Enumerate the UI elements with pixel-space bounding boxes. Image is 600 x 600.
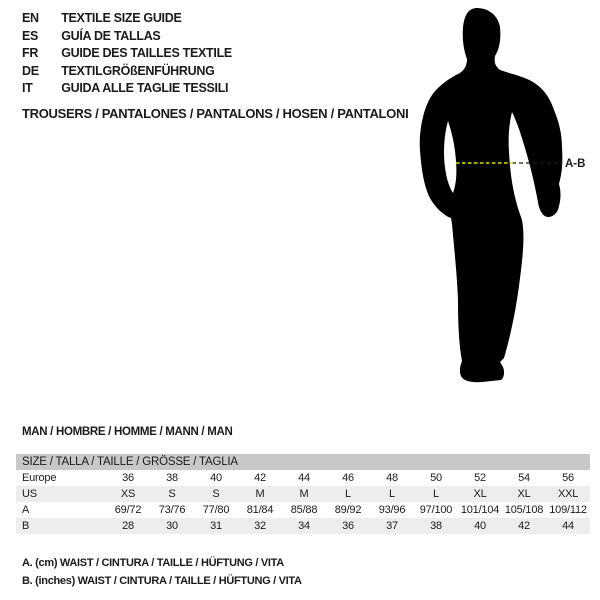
size-table [16, 454, 590, 534]
row-label: Europe [22, 472, 57, 484]
cell: L [433, 488, 439, 500]
man-silhouette [420, 8, 563, 382]
cell: S [212, 488, 220, 500]
size-table-header-row [16, 454, 590, 470]
language-label: GUIDE DES TAILLES TEXTILE [61, 46, 232, 61]
table-row-europe [16, 470, 590, 486]
language-code: FR [22, 46, 39, 61]
cell: 34 [298, 520, 310, 532]
table-row-a-cm [16, 502, 590, 518]
cell: 36 [342, 520, 354, 532]
cell: 28 [122, 520, 134, 532]
cell: 37 [386, 520, 398, 532]
category-title: TROUSERS / PANTALONES / PANTALONS / HOSEN / PANTALONI [22, 106, 409, 121]
cell: 109/112 [549, 504, 587, 516]
cell: XL [473, 488, 487, 500]
cell: 32 [254, 520, 266, 532]
language-label: TEXTILGRÖßENFÜHRUNG [61, 63, 215, 78]
cell: 81/84 [246, 504, 274, 516]
cell: M [299, 488, 309, 500]
cell: 42 [518, 520, 530, 532]
cell: S [168, 488, 176, 500]
cell: 48 [386, 472, 398, 484]
cell: 105/108 [504, 504, 544, 516]
footnotes [22, 555, 302, 590]
table-row-b-inches [16, 518, 590, 534]
row-label: B [22, 520, 30, 532]
cell: 44 [298, 472, 310, 484]
cell: 50 [430, 472, 442, 484]
cell: L [345, 488, 351, 500]
cell: 54 [518, 472, 530, 484]
cell: 30 [166, 520, 178, 532]
language-code: IT [22, 81, 33, 96]
cell: 69/72 [114, 504, 142, 516]
cell: 73/76 [158, 504, 186, 516]
cell: XL [517, 488, 531, 500]
language-code: EN [22, 11, 39, 25]
cell: 44 [562, 520, 574, 532]
footnote-a: A. (cm) WAIST / CINTURA / TAILLE / HÜFTUNG / VITA [22, 557, 284, 569]
language-label: GUIDA ALLE TAGLIE TESSILI [61, 81, 229, 96]
cell: 77/80 [202, 504, 230, 516]
cell: 40 [210, 472, 222, 484]
cell: 89/92 [334, 504, 362, 516]
cell: 31 [210, 520, 222, 532]
row-label: US [22, 488, 37, 500]
cell: 101/104 [460, 504, 500, 516]
cell: 38 [430, 520, 442, 532]
language-label: GUÍA DE TALLAS [61, 28, 161, 43]
cell: M [255, 488, 265, 500]
size-table-header: SIZE / TALLA / TAILLE / GRÖSSE / TAGLIA [16, 454, 590, 470]
cell: 36 [122, 472, 134, 484]
cell: XXL [557, 488, 579, 500]
cell: 56 [562, 472, 574, 484]
cell: 42 [254, 472, 266, 484]
waist-measure-label: A-B [565, 158, 586, 170]
row-label: A [22, 504, 30, 516]
cell: 85/88 [290, 504, 318, 516]
language-label: TEXTILE SIZE GUIDE [61, 11, 182, 25]
language-code: ES [22, 28, 39, 43]
gender-label: MAN / HOMBRE / HOMME / MANN / MAN [22, 426, 233, 438]
cell: 38 [166, 472, 178, 484]
cell: 52 [474, 472, 486, 484]
table-row-us [16, 486, 590, 502]
language-code: DE [22, 63, 39, 78]
cell: L [389, 488, 395, 500]
cell: 46 [342, 472, 354, 484]
cell: XS [120, 488, 136, 500]
footnote-b: B. (inches) WAIST / CINTURA / TAILLE / HÜFTUNG / VITA [22, 574, 302, 587]
cell: 93/96 [378, 504, 406, 516]
cell: 40 [474, 520, 486, 532]
cell: 97/100 [419, 504, 453, 516]
